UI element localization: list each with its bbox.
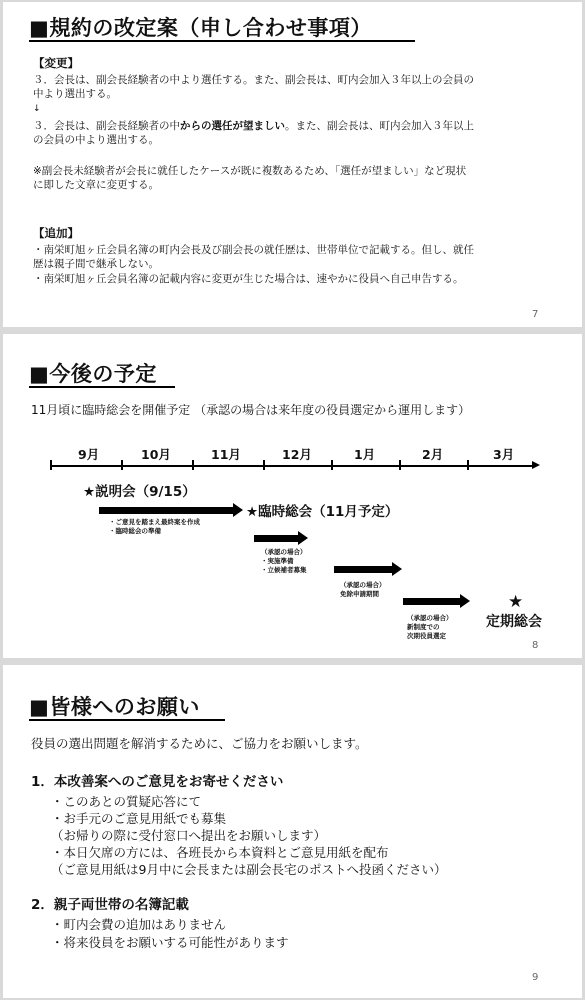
new-rule-line-2: の会員の中より選出する。 <box>33 134 159 146</box>
arrowhead-icon <box>460 594 470 608</box>
arrowhead-icon <box>233 503 243 517</box>
schedule-intro: 11月頃に臨時総会を開催予定 （承認の場合は来年度の役員選定から運用します） <box>31 403 471 417</box>
event-4-note: 新制度での <box>407 623 440 631</box>
add-line-3: ・南栄町旭ヶ丘会員名簿の記載内容に変更が生じた場合は、速やかに役員へ自己申告する。 <box>33 273 464 285</box>
month-label: 12月 <box>282 447 312 462</box>
add-line-1: ・南栄町旭ヶ丘会員名簿の町内会長及び副会長の就任歴は、世帯単位で記載する。但し、就任 <box>33 244 474 256</box>
timeline-tick <box>121 460 123 470</box>
event-1-arrow <box>99 507 235 514</box>
timeline-tick <box>192 460 194 470</box>
timeline-tick <box>50 460 52 470</box>
axis-arrowhead-icon <box>532 461 540 469</box>
change-heading: 【変更】 <box>33 56 79 70</box>
new-rule-emphasis: からの選任が望ましい <box>180 120 285 132</box>
slide-9 <box>3 665 582 998</box>
slide-7 <box>3 2 582 327</box>
old-rule-line-1: ３．会長は、副会長経験者の中より選任する。また、副会長は、町内会加入３年以上の会員の <box>33 74 474 86</box>
page-number: 8 <box>532 640 539 651</box>
timeline-axis <box>50 465 535 467</box>
timeline-tick <box>263 460 265 470</box>
event-4-arrow <box>403 598 461 605</box>
title-underline <box>29 386 175 388</box>
event-2-arrow <box>254 535 299 542</box>
new-rule-text-a: ３．会長は、副会長経験者の中 <box>33 120 180 132</box>
page-number: 9 <box>532 972 539 983</box>
timeline-tick <box>331 460 333 470</box>
event-2-note: ・実施準備 <box>261 557 294 565</box>
request-item: （ご意見用紙は9月中に会長または副会長宅のポストへ投函ください） <box>51 862 447 877</box>
event-regular-meeting: 定期総会 <box>486 614 542 630</box>
request-item: ・将来役員をお願いする可能性があります <box>51 935 289 950</box>
page-number: 7 <box>532 309 539 320</box>
event-4-note: （承認の場合） <box>407 614 453 622</box>
month-label: 11月 <box>211 447 241 462</box>
reason-line-1: ※副会長未経験者が会長に就任したケースが既に複数あるため、「選任が望ましい」など現状 <box>33 165 467 177</box>
event-2-note: （承認の場合） <box>261 548 307 556</box>
timeline-tick <box>399 460 401 470</box>
event-3-note: 免除申請期間 <box>340 590 379 598</box>
event-4-note: 次期役員選定 <box>407 632 446 640</box>
slide-9-title: ■皆様へのお願い <box>29 695 200 719</box>
request-item: ・町内会費の追加はありません <box>51 917 227 932</box>
request-heading-2: 2．親子両世帯の名簿記載 <box>31 897 189 913</box>
request-item: ・本日欠席の方には、各班長から本資料とご意見用紙を配布 <box>51 845 389 860</box>
request-heading-1: 1．本改善案へのご意見をお寄せください <box>31 774 284 790</box>
month-label: 3月 <box>493 447 515 462</box>
month-label: 1月 <box>354 447 376 462</box>
reason-line-2: に即した文章に変更する。 <box>33 179 159 191</box>
request-item: （お帰りの際に受付窓口へ提出をお願いします） <box>51 828 327 843</box>
slide-8-title: ■今後の予定 <box>29 362 157 386</box>
event-2-note: ・立候補者募集 <box>261 566 307 574</box>
old-rule-line-2: 中より選出する。 <box>33 88 117 100</box>
month-label: 9月 <box>78 447 100 462</box>
event-extra-meeting: ★臨時総会（11月予定） <box>246 504 399 520</box>
timeline-tick <box>467 460 469 470</box>
slide-8 <box>3 334 582 658</box>
slide-7-title: ■規約の改定案（申し合わせ事項） <box>29 16 372 40</box>
add-line-2: 歴は親子間で継承しない。 <box>33 258 159 270</box>
month-label: 10月 <box>141 447 171 462</box>
new-rule-text-c: 。また、副会長は、町内会加入３年以上 <box>285 120 474 132</box>
month-label: 2月 <box>422 447 444 462</box>
title-underline <box>29 40 415 42</box>
event-1-note: ・ご意見を踏まえ最終案を作成 <box>109 518 200 526</box>
event-3-arrow <box>334 566 393 573</box>
arrowhead-icon <box>392 562 402 576</box>
request-item: ・このあとの質疑応答にて <box>51 794 202 809</box>
title-underline <box>29 719 225 721</box>
event-briefing: ★説明会（9/15） <box>83 484 196 500</box>
request-item: ・お手元のご意見用紙でも募集 <box>51 811 227 826</box>
event-1-note: ・臨時総会の準備 <box>109 527 161 535</box>
down-arrow-icon: ↓ <box>33 104 41 114</box>
star-icon: ★ <box>508 592 524 612</box>
add-heading: 【追加】 <box>33 226 79 240</box>
event-3-note: （承認の場合） <box>340 581 386 589</box>
request-intro: 役員の選出問題を解消するために、ご協力をお願いします。 <box>31 736 368 751</box>
new-rule-line-1 <box>33 119 474 133</box>
arrowhead-icon <box>298 531 308 545</box>
